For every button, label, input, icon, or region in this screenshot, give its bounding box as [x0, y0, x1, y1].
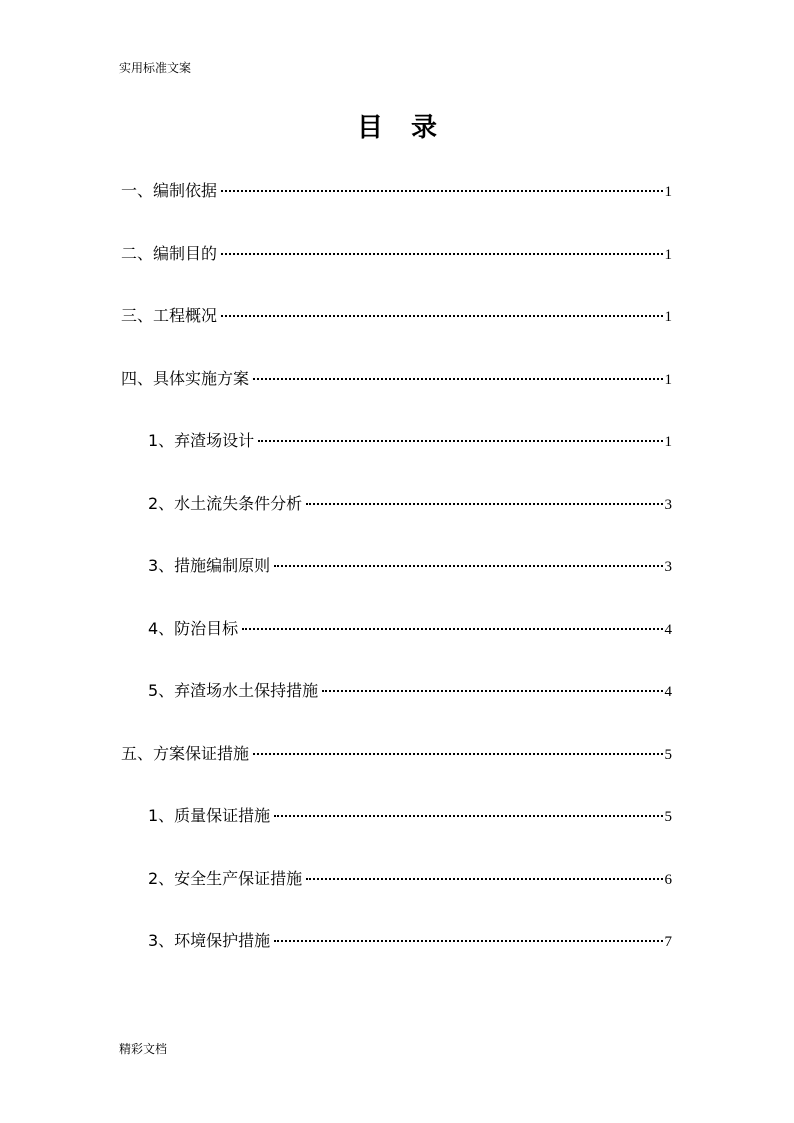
toc-dot-leader [274, 815, 662, 817]
toc-page-number: 5 [664, 746, 672, 763]
toc-entry-label: 3、环境保护措施 [148, 931, 271, 950]
toc-entry-label: 4、防治目标 [148, 618, 239, 638]
toc-dot-leader [221, 190, 662, 192]
toc-dot-leader [306, 503, 662, 505]
toc-dot-leader [253, 378, 662, 380]
toc-page-number: 1 [664, 371, 672, 388]
toc-page-number: 4 [664, 684, 672, 700]
toc-entry[interactable] [121, 178, 672, 241]
toc-page-number: 7 [664, 934, 672, 950]
toc-page-number: 1 [664, 434, 672, 450]
toc-subentry[interactable] [121, 866, 672, 929]
page-title: 目录 [356, 113, 465, 143]
table-of-contents [121, 178, 672, 991]
toc-subentry[interactable] [121, 491, 672, 554]
toc-entry-label: 1、弃渣场设计 [148, 431, 255, 450]
toc-entry[interactable] [121, 303, 672, 366]
toc-subentry[interactable] [121, 553, 672, 616]
toc-entry-label: 2、水土流失条件分析 [148, 493, 303, 513]
toc-subentry[interactable] [121, 928, 672, 991]
toc-dot-leader [274, 565, 662, 567]
toc-entry-label: 5、弃渣场水土保持措施 [148, 681, 319, 700]
toc-dot-leader [242, 628, 662, 630]
toc-entry[interactable] [121, 741, 672, 804]
toc-subentry[interactable] [121, 803, 672, 866]
toc-dot-leader [322, 690, 662, 692]
toc-entry-label: 1、质量保证措施 [148, 806, 271, 825]
toc-entry-label: 2、安全生产保证措施 [148, 868, 303, 888]
toc-dot-leader [221, 253, 662, 255]
toc-page-number: 1 [664, 246, 672, 263]
toc-entry-label: 二、编制目的 [121, 243, 218, 263]
toc-dot-leader [253, 753, 662, 755]
toc-entry[interactable] [121, 241, 672, 304]
toc-entry-label: 3、措施编制原则 [148, 556, 271, 575]
page-header: 实用标准文案 [119, 61, 192, 75]
toc-page-number: 4 [664, 621, 672, 638]
toc-page-number: 3 [664, 559, 672, 575]
toc-dot-leader [258, 440, 662, 442]
toc-subentry[interactable] [121, 678, 672, 741]
toc-entry[interactable] [121, 366, 672, 429]
toc-entry-label: 四、具体实施方案 [121, 368, 250, 388]
toc-dot-leader [274, 940, 662, 942]
toc-page-number: 5 [664, 809, 672, 825]
toc-entry-label: 五、方案保证措施 [121, 743, 250, 763]
toc-subentry[interactable] [121, 428, 672, 491]
toc-page-number: 1 [664, 309, 672, 325]
toc-page-number: 6 [664, 871, 672, 888]
toc-subentry[interactable] [121, 616, 672, 679]
page-footer: 精彩文档 [119, 1042, 168, 1056]
toc-page-number: 3 [664, 496, 672, 513]
toc-entry-label: 三、工程概况 [121, 306, 218, 325]
toc-page-number: 1 [664, 184, 672, 200]
toc-entry-label: 一、编制依据 [121, 181, 218, 200]
toc-dot-leader [221, 315, 662, 317]
toc-dot-leader [306, 878, 662, 880]
